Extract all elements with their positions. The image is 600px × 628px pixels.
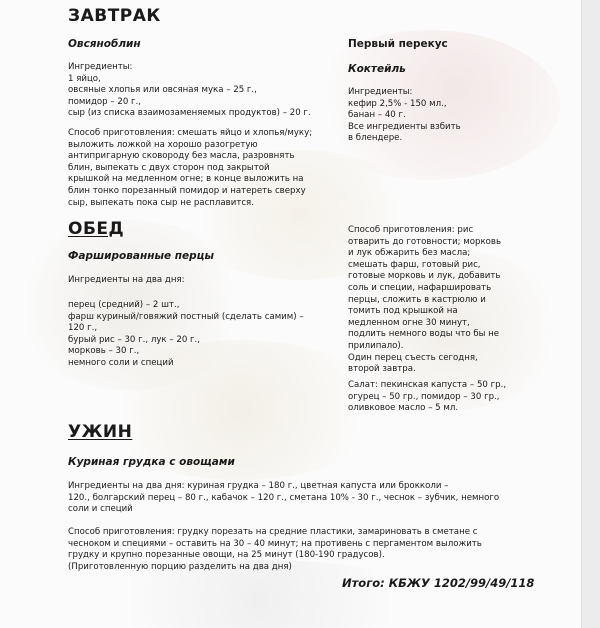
dinner-ingredients [68, 481, 499, 516]
lunch-ingredients [68, 300, 304, 370]
ingredient-line: в блендере. [348, 133, 403, 144]
method-line: Один перец съесть сегодня, [348, 352, 478, 363]
ingredient-line: овсяные хлопья или овсяная мука – 25 г., [68, 85, 257, 96]
ingredients-label: Ингредиенты: [68, 62, 133, 72]
dinner-method [68, 527, 482, 573]
lunch-heading: ОБЕД [68, 219, 125, 239]
breakfast-method [68, 128, 312, 209]
ingredient-line: 1 яйцо, [68, 73, 101, 84]
salad-line: Салат: пекинская капуста – 50 гр., [348, 380, 507, 390]
snack-ingredients [348, 87, 461, 145]
method-line: сыр, выпекать пока сыр не расплавится. [68, 197, 254, 208]
method-line: перцы, сложить в кастрюлю и [348, 294, 486, 305]
scrollbar[interactable] [581, 0, 600, 628]
ingredient-line: морковь – 30 г., [68, 346, 140, 357]
dinner-heading: УЖИН [68, 422, 133, 442]
ingredient-line: фарш куриный/говяжий постный (сделать самим) – [68, 311, 304, 322]
ingredient-line: перец (средний) – 2 шт., [68, 300, 180, 310]
method-line: выложить ложкой на хорошо разогретую [68, 139, 258, 150]
method-line: Способ приготовления: рис [348, 225, 474, 235]
method-line: прилипало). [348, 340, 404, 351]
method-line: отварить до готовности; морковь [348, 236, 502, 247]
breakfast-heading: ЗАВТРАК [68, 6, 161, 26]
ingredient-line: Ингредиенты на два дня: куриная грудка – 180 г., цветная капуста или брокколи – [68, 481, 449, 491]
ingredient-line: Все ингредиенты взбить [348, 121, 461, 132]
breakfast-ingredients [68, 62, 311, 120]
ingredient-line: 120., болгарский перец – 80 г., кабачок – 120 г., сметана 10% - 30 г., чеснок – зубчик, немного [68, 492, 500, 503]
method-line: антипригарную сковороду без масла, разровнять [68, 151, 295, 162]
ingredient-line: кефир 2,5% - 150 мл., [348, 98, 447, 109]
ingredient-line: сыр (из списка взаимозаменяемых продуктов) – 20 г. [68, 108, 311, 119]
ingredient-line: банан – 40 г. [348, 110, 406, 121]
method-line: медленном огне 30 минут, [348, 317, 470, 328]
method-line: чесноком и специями – оставить на 30 – 40 минут; на противень с пергаментом выложить [68, 538, 482, 549]
method-line: томить под крышкой на [348, 306, 458, 317]
ingredient-line: соли и специй [68, 504, 133, 515]
lunch-method [348, 225, 501, 376]
method-line: блин, выпекать с двух сторон под закрытой [68, 162, 270, 173]
method-line: подлить немного воды что бы не [348, 329, 500, 340]
snack-title: Коктейль [348, 63, 406, 75]
ingredients-label: Ингредиенты на два дня: [68, 275, 185, 285]
method-line: Способ приготовления: смешать яйцо и хлопья/муку; [68, 128, 313, 138]
ingredient-line: немного соли и специй [68, 357, 174, 368]
lunch-title: Фаршированные перцы [68, 250, 214, 262]
method-line: второй завтра. [348, 364, 416, 375]
method-line: блин тонко порезанный помидор и натереть сверху [68, 185, 306, 196]
snack-heading: Первый перекус [348, 38, 448, 50]
daily-total: Итого: КБЖУ 1202/99/49/118 [342, 576, 535, 590]
method-line: готовые морковь и лук, добавить [348, 271, 501, 282]
method-line: и лук обжарить без масла; [348, 248, 471, 259]
method-line: Способ приготовления: грудку порезать на средние пластики, замариновать в сметане с [68, 527, 478, 537]
ingredient-line: бурый рис – 30 г., лук – 20 г., [68, 334, 201, 345]
salad-line: огурец – 50 гр., помидор – 30 гр., [348, 391, 500, 402]
breakfast-title: Овсяноблин [68, 38, 141, 50]
ingredients-label: Ингредиенты: [348, 87, 413, 97]
method-line: крышкой на медленном огне; в конце выложить на [68, 174, 304, 185]
method-line: (Приготовленную порцию разделить на два дня) [68, 561, 292, 572]
method-line: грудку и крупно порезанные овощи, на 25 минут (180-190 градусов). [68, 550, 385, 561]
ingredient-line: 120 г., [68, 323, 98, 334]
lunch-ingredients-label [68, 275, 185, 287]
ingredient-line: помидор – 20 г., [68, 96, 142, 107]
lunch-salad [348, 380, 506, 415]
method-line: соль и специи, нафаршировать [348, 282, 492, 293]
salad-line: оливковое масло – 5 мл. [348, 403, 459, 414]
dinner-title: Куриная грудка с овощами [68, 456, 235, 468]
method-line: смешать фарш, готовый рис, [348, 259, 481, 270]
